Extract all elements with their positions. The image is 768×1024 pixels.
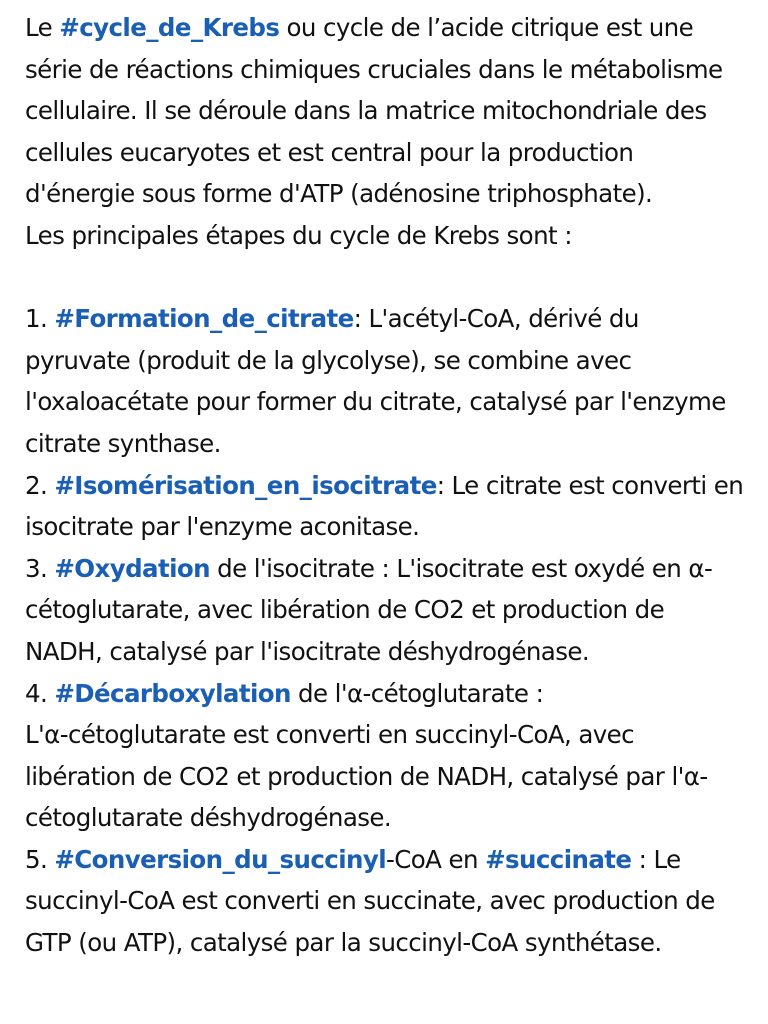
step-1 xyxy=(25,298,748,464)
step-4 xyxy=(25,673,748,839)
step-3 xyxy=(25,548,748,673)
intro-steps-lead: Les principales étapes du cycle de Krebs sont : xyxy=(25,220,572,250)
intro-paragraph xyxy=(25,7,748,257)
step-number: 1. xyxy=(25,304,55,334)
step-text: de l'α-cétoglutarate : xyxy=(290,678,544,708)
step-text: de l'isocitrate : L'isocitrate est oxydé en α-cétoglutarate, avec libération de CO2 et production de NADH, catalysé par l'isocitrate déshydrogénase. xyxy=(25,553,713,666)
intro-text-start: Le xyxy=(25,13,60,42)
step-text: : Le citrate est converti en isocitrate par l'enzyme aconitase. xyxy=(25,470,744,542)
step-5 xyxy=(25,839,748,964)
hashtag-link[interactable]: #Formation_de_citrate xyxy=(54,304,354,334)
intro-text: ou cycle de l’acide citrique est une série de réactions chimiques cruciales dans le métabolisme cellulaire. Il se déroule dans la matrice mitochondriale des cellules eucaryotes et est central pour la production d'énergie sous forme d'ATP (adénosine triphosphate). xyxy=(25,13,723,209)
step-number: 3. xyxy=(25,553,55,583)
step-number: 5. xyxy=(25,844,55,874)
step-text-continued: L'α-cétoglutarate est converti en succinyl-CoA, avec libération de CO2 et production de NADH, catalysé par l'α-cétoglutarate déshydrogénase. xyxy=(25,720,708,833)
step-number: 2. xyxy=(25,470,55,500)
hashtag-link[interactable]: #Oxydation xyxy=(54,553,210,583)
step-2 xyxy=(25,465,748,548)
step-text: -CoA en xyxy=(386,844,486,874)
paragraph-spacer xyxy=(25,257,748,299)
step-text-continued: : Le succinyl-CoA est converti en succinate, avec production de GTP (ou ATP), catalysé par la succinyl-CoA synthétase. xyxy=(25,844,715,958)
hashtag-link[interactable]: #succinate xyxy=(485,844,632,874)
hashtag-link[interactable]: #Conversion_du_succinyl xyxy=(54,844,387,874)
hashtag-link[interactable]: #cycle_de_Krebs xyxy=(59,13,280,42)
hashtag-link[interactable]: #Décarboxylation xyxy=(54,678,291,708)
step-text: : L'acétyl-CoA, dérivé du pyruvate (produit de la glycolyse), se combine avec l'oxaloacétate pour former du citrate, catalysé par l'enzyme citrate synthase. xyxy=(25,304,726,458)
step-number: 4. xyxy=(25,678,55,708)
hashtag-link[interactable]: #Isomérisation_en_isocitrate xyxy=(54,470,437,500)
